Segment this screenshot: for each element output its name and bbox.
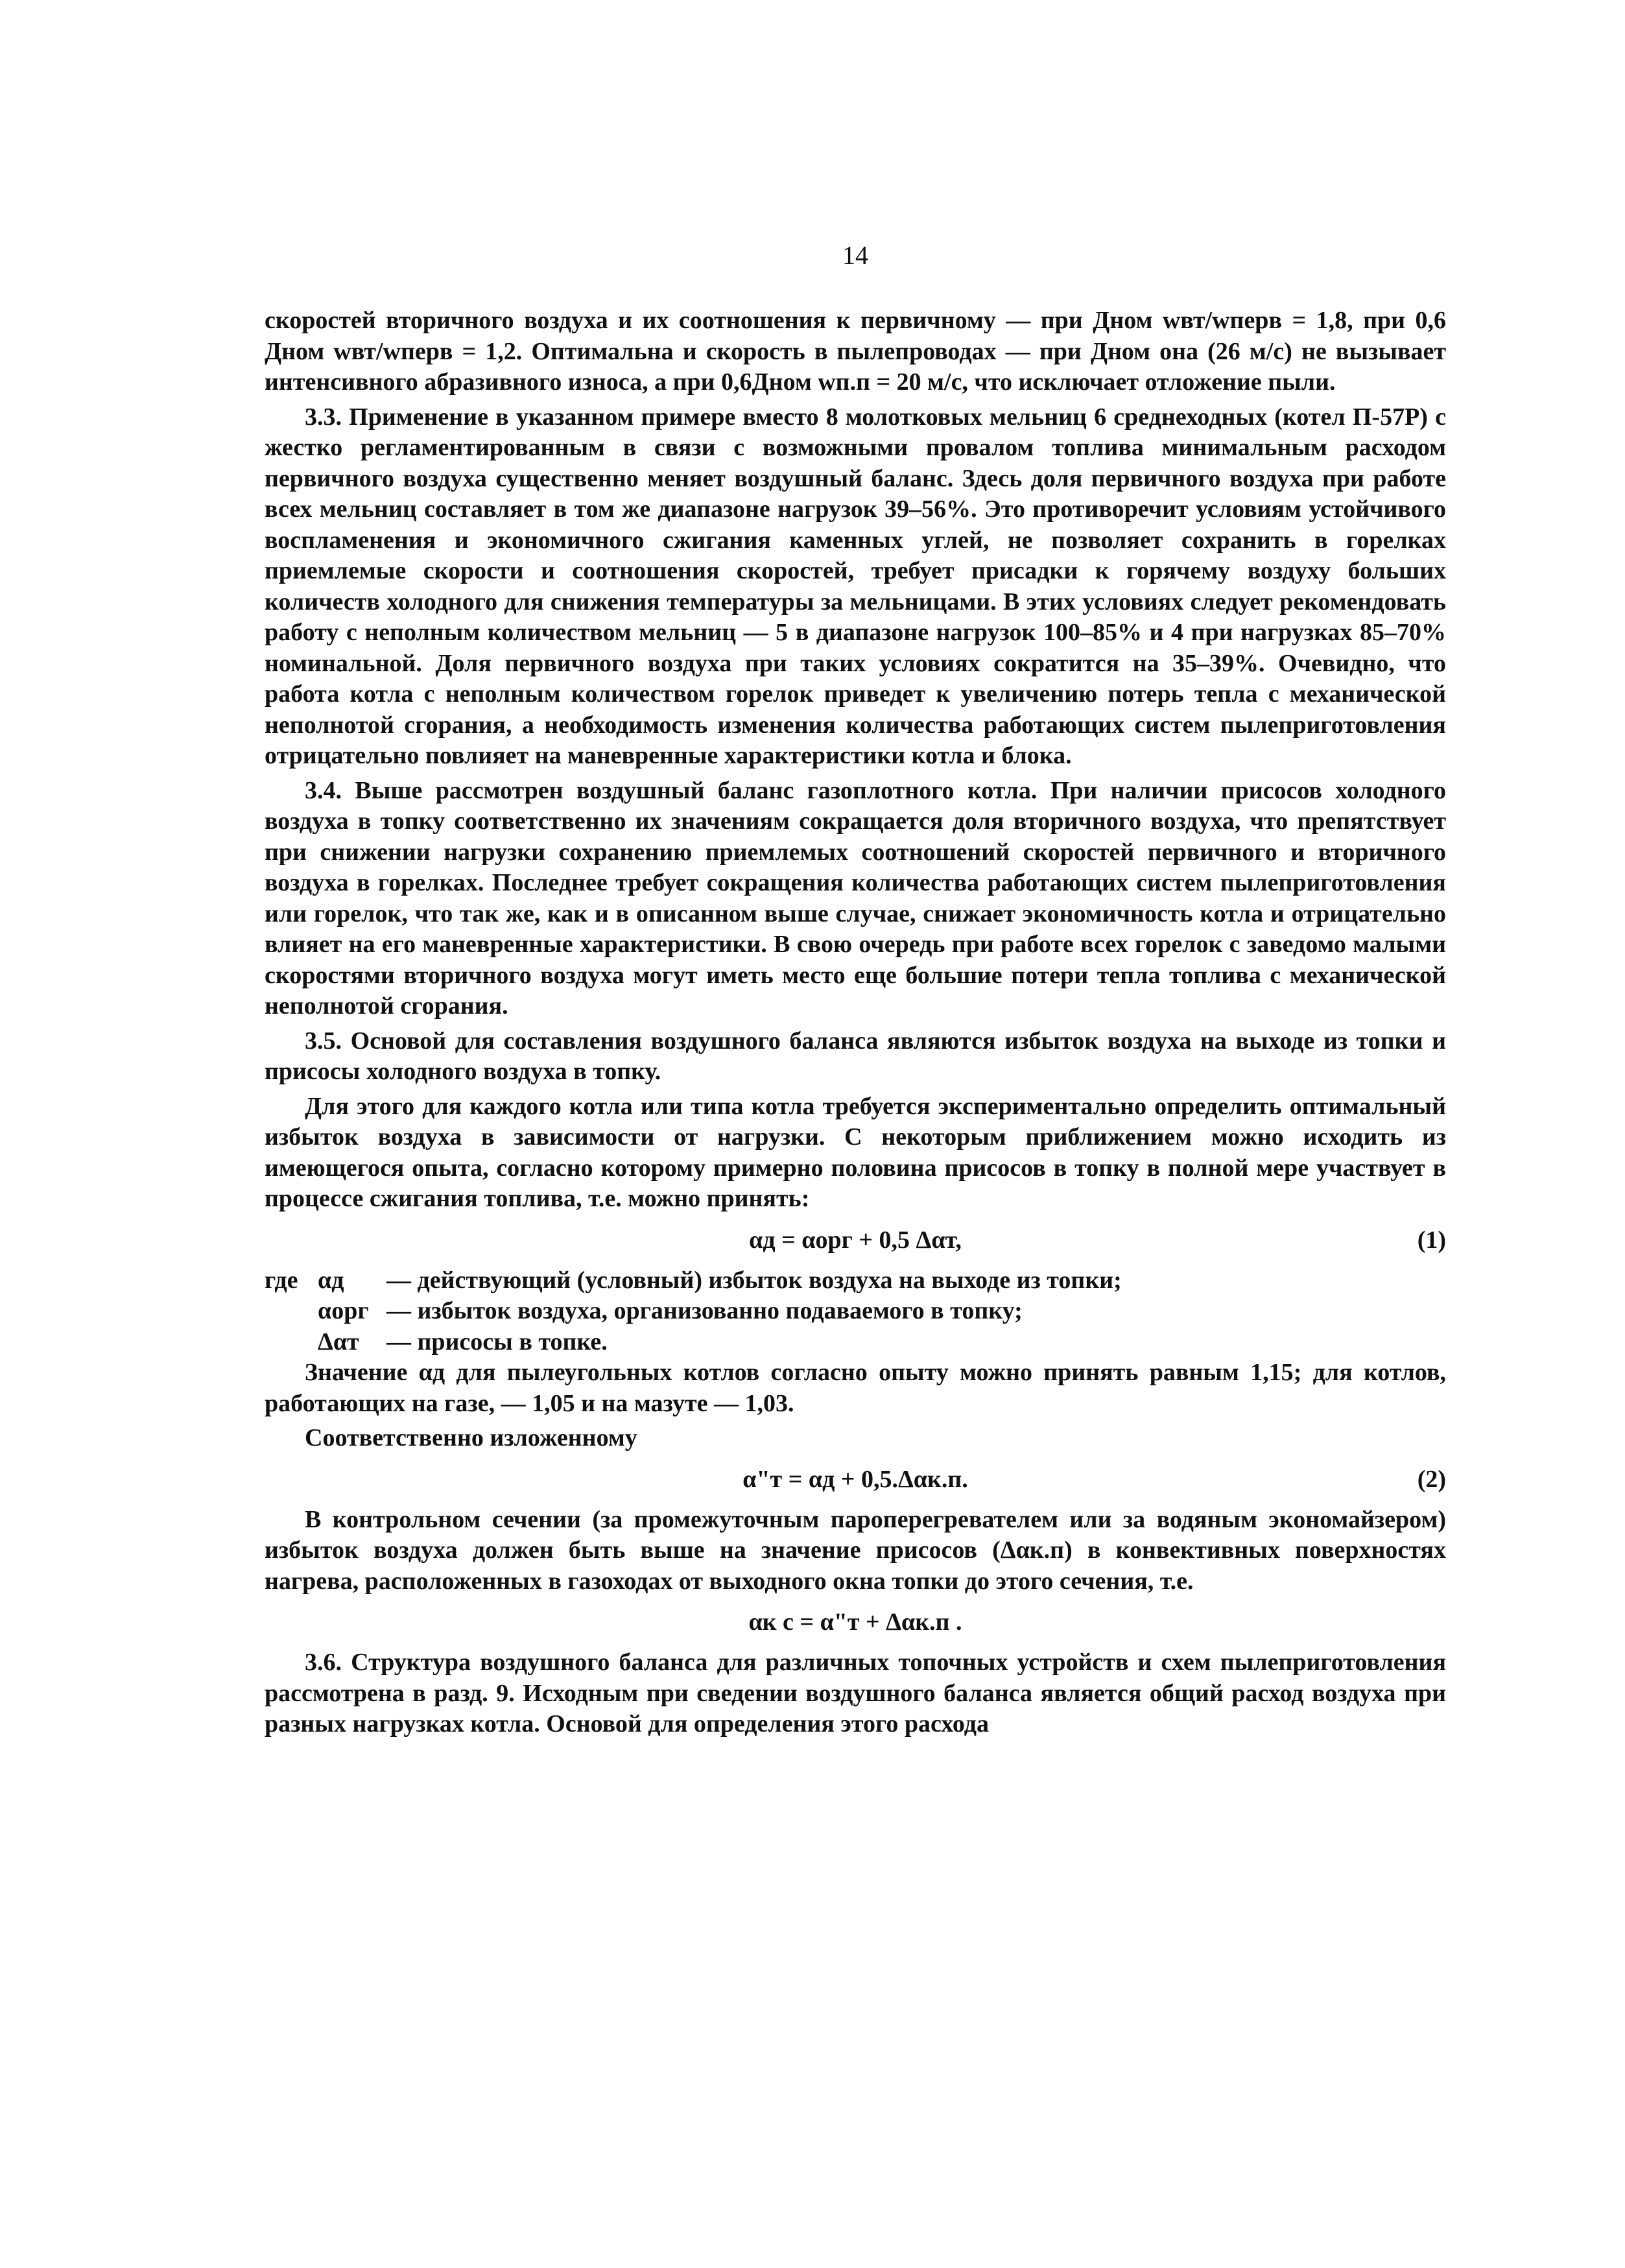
page-number: 14 <box>842 241 868 270</box>
definition-row <box>265 1265 1446 1296</box>
formula-2-number: (2) <box>1417 1465 1446 1493</box>
paragraph-3-3: 3.3. Применение в указанном примере вместо 8 молотковых мельниц 6 среднеходных (котел П-57Р) с жестко регламентированным в связи с возможными провалом топлива минимальным расходом первичного воздуха существенно меняет воздушный баланс. Здесь доля первичного воздуха при работе всех мельниц составляет в том же диапазоне нагрузок 39–56%. Это противоречит условиям устойчивого воспламенения и экономичного сжигания каменных углей, не позволяет сохранить в горелках приемлемые скорости и соотношения скоростей, требует присадки к горячему воздуху больших количеств холодного для снижения температуры за мельницами. В этих условиях следует рекомендовать работу с неполным количеством мельниц — 5 в диапазоне нагрузок 100–85% и 4 при нагрузках 85–70% номинальной. Доля первичного воздуха при таких условиях сократится на 35–39%. Очевидно, что работа котла с неполным количеством горелок приведет к увеличению потерь тепла с механической неполнотой сгорания, а необходимость изменения количества работающих систем пылеприготовления отрицательно повлияет на маневренные характеристики котла и блока. <box>265 403 1446 769</box>
definition-text: — действующий (условный) избыток воздуха на выходе из топки; <box>386 1266 1122 1294</box>
where-label: где <box>265 1266 298 1294</box>
formula-3-expression: αк с = α"т + Δαк.п . <box>748 1608 962 1636</box>
formula-3 <box>265 1602 1446 1642</box>
formula-1 <box>265 1220 1446 1260</box>
paragraph-alpha-values: Значение αд для пылеугольных котлов согласно опыту можно принять равным 1,15; для котлов, работающих на газе, — 1,05 и на мазуте — 1,03. <box>265 1359 1446 1417</box>
paragraph-control-section: В контрольном сечении (за промежуточным пароперегревателем или за водяным экономайзером) избыток воздуха должен быть выше на значение присосов (Δαк.п) в конвективных поверхностях нагрева, расположенных в газоходах от выходного окна топки до этого сечения, т.е. <box>265 1505 1446 1595</box>
formula-1-expression: αд = αорг + 0,5 Δαт, <box>749 1226 962 1254</box>
paragraph-accordingly: Соответственно изложенному <box>305 1424 637 1451</box>
formula-1-number: (1) <box>1417 1226 1446 1254</box>
formula-2 <box>265 1459 1446 1499</box>
paragraph-experimental: Для этого для каждого котла или типа котла требуется экспериментально определить оптимальный избыток воздуха в зависимости от нагрузки. С некоторым приближением можно исходить из имеющегося опыта, согласно которому примерно половина присосов в топку в полной мере участвует в процессе сжигания топлива, т.е. можно принять: <box>265 1092 1446 1212</box>
definition-row <box>265 1296 1446 1327</box>
definition-row <box>265 1327 1446 1358</box>
symbol-definitions <box>265 1265 1446 1358</box>
definition-symbol: αорг <box>318 1297 369 1324</box>
document-page <box>265 240 1446 1744</box>
definition-text: — присосы в топке. <box>386 1328 608 1355</box>
paragraph-3-6: 3.6. Структура воздушного баланса для различных топочных устройств и схем пылеприготовления рассмотрена в разд. 9. Исходным при сведении воздушного баланса является общий расход воздуха при разных нагрузках котла. Основой для определения этого расхода <box>265 1649 1446 1737</box>
definition-text: — избыток воздуха, организованно подаваемого в топку; <box>386 1297 1023 1324</box>
paragraph-3-4: 3.4. Выше рассмотрен воздушный баланс газоплотного котла. При наличии присосов холодного воздуха в топку соответственно их значениям сокращается доля вторичного воздуха, что препятствует при снижении нагрузки сохранению приемлемых соотношений скоростей первичного и вторичного воздуха в горелках. Последнее требует сокращения количества работающих систем пылеприготовления или горелок, что так же, как и в описанном выше случае, снижает экономичность котла и отрицательно влияет на его маневренные характеристики. В свою очередь при работе всех горелок с заведомо малыми скоростями вторичного воздуха могут иметь место еще большие потери тепла топлива с механической неполнотой сгорания. <box>265 776 1446 1020</box>
definition-symbol: Δαт <box>318 1328 359 1355</box>
paragraph-3-5: 3.5. Основой для составления воздушного баланса являются избыток воздуха на выходе из топки и присосы холодного воздуха в топку. <box>265 1027 1446 1085</box>
paragraph-continuation: скоростей вторичного воздуха и их соотношения к первичному — при Дном wвт/wперв = 1,8, при 0,6 Дном wвт/wперв = 1,2. Оптимальна и скорость в пылепроводах — при Дном она (26 м/с) не вызывает интенсивного абразивного износа, а при 0,6Дном wп.п = 20 м/с, что исключает отложение пыли. <box>265 307 1446 396</box>
formula-2-expression: α"т = αд + 0,5.Δαк.п. <box>742 1465 968 1493</box>
definition-symbol: αд <box>318 1266 344 1294</box>
